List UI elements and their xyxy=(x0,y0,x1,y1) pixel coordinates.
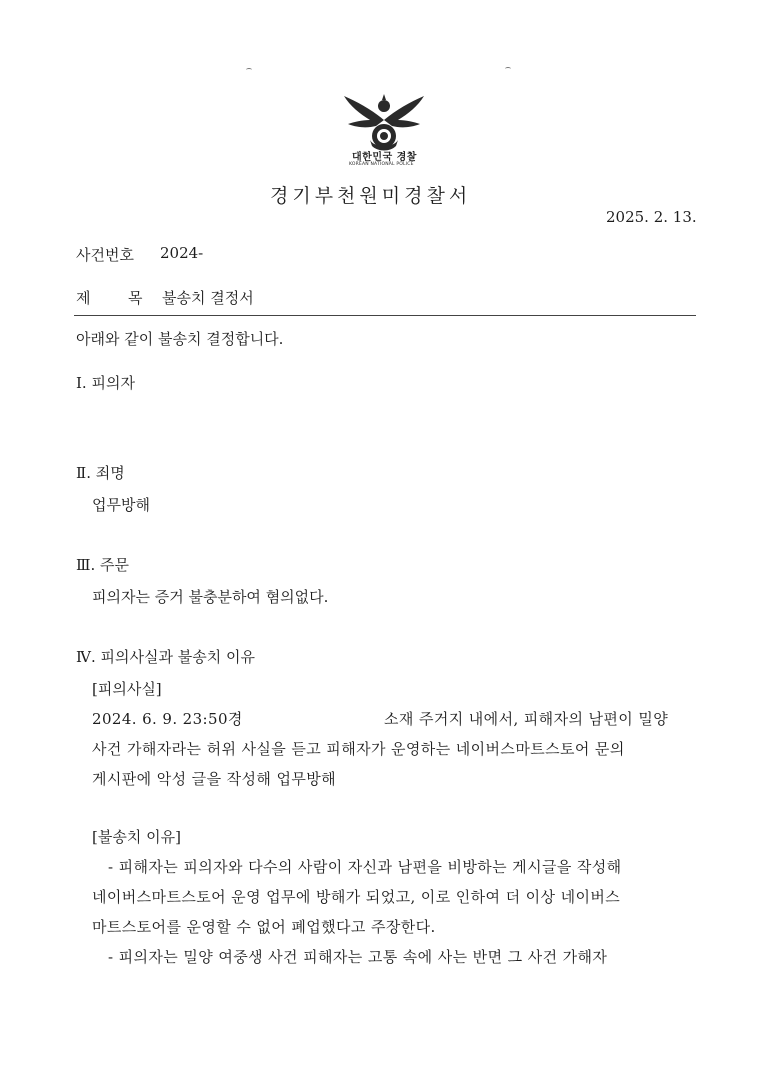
subject-label-part2: 목 xyxy=(128,289,143,307)
section-2-title: Ⅱ. 죄명 xyxy=(76,464,125,482)
police-station-name: 경기부천원미경찰서 xyxy=(270,185,472,207)
police-eagle-emblem-icon xyxy=(340,90,428,154)
reason-line-1: - 피해자는 피의자와 다수의 사람이 자신과 남편을 비방하는 게시글을 작성해 xyxy=(108,858,622,876)
police-name-english: KOREAN NATIONAL POLICE xyxy=(349,162,414,167)
reason-line-4: - 피의자는 밀양 여중생 사건 피해자는 고통 속에 사는 반면 그 사건 가해자 xyxy=(108,948,608,966)
scan-speck xyxy=(505,67,511,71)
section-1-title: Ⅰ. 피의자 xyxy=(76,374,135,392)
facts-line-1: 소재 주거지 내에서, 피해자의 남편이 밀양 xyxy=(384,710,669,728)
section-3-title: Ⅲ. 주문 xyxy=(76,556,129,574)
intro-sentence: 아래와 같이 불송치 결정합니다. xyxy=(76,330,284,348)
police-name-korean: 대한민국 경찰 xyxy=(352,152,417,163)
section-3-body: 피의자는 증거 불충분하여 혐의없다. xyxy=(92,588,329,606)
header-divider xyxy=(74,315,696,316)
subject-label-part1: 제 xyxy=(76,289,91,307)
reason-heading: [불송치 이유] xyxy=(92,828,181,846)
facts-date: 2024. 6. 9. 23:50경 xyxy=(92,710,243,728)
document-date: 2025. 2. 13. xyxy=(606,208,697,226)
facts-heading: [피의사실] xyxy=(92,680,162,698)
facts-line-3: 게시판에 악성 글을 작성해 업무방해 xyxy=(92,770,337,788)
reason-line-2: 네이버스마트스토어 운영 업무에 방해가 되었고, 이로 인하여 더 이상 네이버스 xyxy=(92,888,621,906)
case-number-value: 2024- xyxy=(160,244,204,262)
facts-line-2: 사건 가해자라는 허위 사실을 듣고 피해자가 운영하는 네이버스마트스토어 문의 xyxy=(92,740,625,758)
section-2-body: 업무방해 xyxy=(92,496,150,514)
subject-value: 불송치 결정서 xyxy=(162,289,254,307)
case-number-label: 사건번호 xyxy=(76,246,134,264)
scan-speck xyxy=(246,68,252,72)
reason-line-3: 마트스토어를 운영할 수 없어 폐업했다고 주장한다. xyxy=(92,918,436,936)
section-4-title: Ⅳ. 피의사실과 불송치 이유 xyxy=(76,648,255,666)
